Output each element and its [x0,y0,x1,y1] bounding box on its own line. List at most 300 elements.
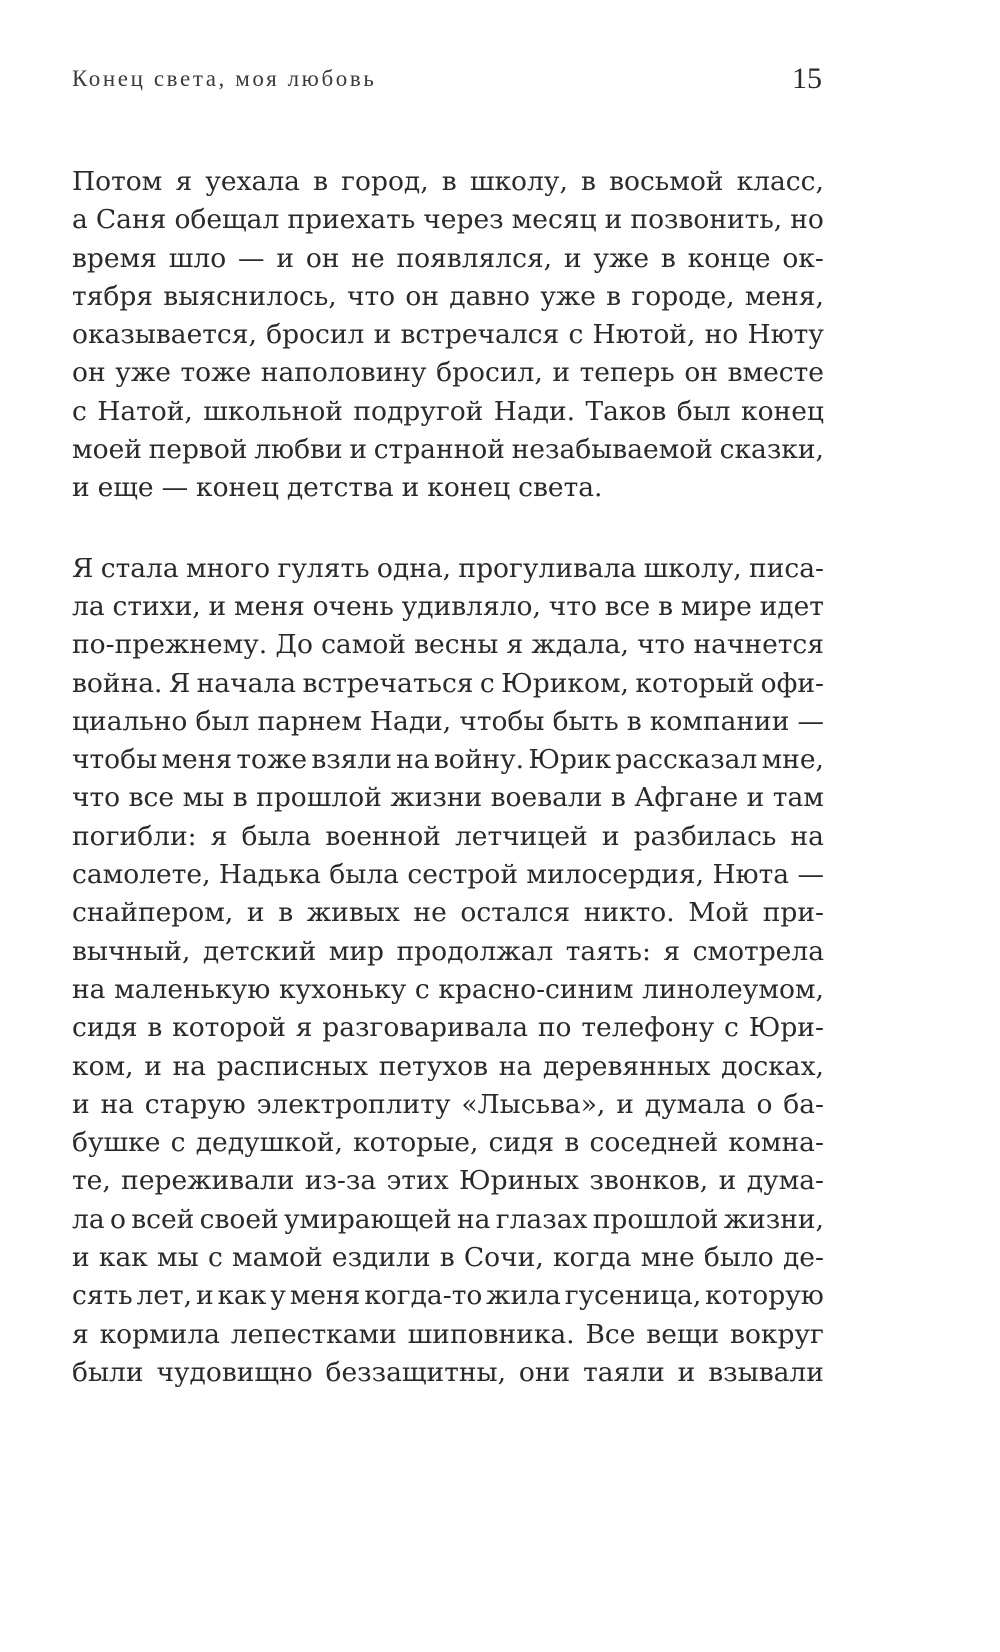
word: умирающей [283,1203,452,1235]
text-line [72,933,824,971]
page-number: 15 [792,62,822,95]
word: в [439,1242,455,1274]
word: Нади, [369,705,452,737]
word: я [506,629,524,661]
word: бушке [72,1127,161,1159]
word: что [346,280,396,312]
word: прогуливала [458,552,637,584]
text-line [72,588,824,626]
word: в [658,590,673,622]
word: и [195,1280,214,1312]
word: были [72,1356,144,1388]
word: я [72,1318,89,1350]
word: Я [168,667,191,699]
word: не [351,242,385,274]
word: о [109,1203,126,1235]
word: летчицей [454,820,588,852]
word: уже [115,357,171,389]
word: своей [199,1203,279,1235]
word: был [676,395,731,427]
word: циально [72,705,188,737]
word: переживали [121,1165,295,1197]
word: я [663,935,681,967]
text-line [72,741,824,779]
word: гулять [277,552,370,584]
word: милосердия, [526,859,705,891]
text-line [72,1086,824,1124]
word: в [581,166,596,197]
text-line [72,1201,824,1239]
text-line [72,163,824,201]
word: меня [161,744,233,776]
word: меня [234,590,305,622]
word: детский [202,935,317,967]
word: сидя [72,1012,138,1044]
word: кухоньку [278,973,407,1005]
word: таять: [565,935,651,967]
word: те, [72,1165,111,1197]
word: Нюта [712,859,790,891]
text-line [72,894,824,932]
word: всей [131,1203,195,1235]
word: я [210,820,228,852]
word: городе, [631,280,735,312]
word: ба- [783,1088,824,1120]
word: меня [289,1280,361,1312]
word: расписных [216,1050,369,1082]
text-line [72,1048,824,1086]
word: разбилась [633,820,777,852]
word: — [797,705,824,737]
word: и [746,782,765,814]
word: город, [341,166,429,197]
word: о [756,1088,773,1120]
text-line [72,1354,824,1392]
word: Потом [72,166,163,197]
word: этих [386,1165,449,1197]
paragraph-gap [72,508,824,550]
word: Афгане [634,782,739,814]
word: снайпером, [72,897,234,929]
word: давно [449,280,530,312]
text-line [72,354,824,392]
text-line [72,201,824,239]
word: с [414,973,430,1005]
word: но [704,319,739,351]
word: и [604,204,623,236]
text-line [72,1239,824,1277]
word: была [329,859,399,891]
word: приехать [287,204,416,236]
word: школу, [643,552,742,584]
word: Саня [95,204,167,236]
text-line [72,703,824,741]
text-line [72,1277,824,1315]
word: на [72,973,106,1005]
word: мир [328,935,385,967]
text-line [72,665,824,703]
word: у [270,1280,286,1312]
word: и [208,590,227,622]
text-line [72,1162,824,1200]
word: Надька [218,859,321,891]
word: позвонить, [630,204,783,236]
text-line [72,626,824,664]
text-line [72,856,824,894]
word: парнем [257,705,362,737]
word: сидя [488,1127,555,1159]
text-line [72,278,824,316]
word: через [423,204,504,236]
word: с [568,319,584,351]
body-text [72,163,824,1392]
word: обещал [174,204,280,236]
word: и [601,820,620,852]
word: выяснилось, [163,280,337,312]
word: Таков [585,395,667,427]
word: с [479,667,495,699]
word: Я [72,552,94,584]
word: и [349,434,368,466]
word: ла [72,590,105,622]
word: встречаться [302,667,474,699]
word: разговаривала [322,1012,529,1044]
word: прошлой [256,782,382,814]
word: война. [72,667,163,699]
word: дума- [746,1165,824,1197]
word: с [207,1242,223,1274]
word: с [170,1127,186,1159]
word: которую [705,1280,824,1312]
word: но [790,204,824,236]
word: теперь [579,357,675,389]
word: когда [552,1242,632,1274]
word: моей [72,434,142,466]
text-line [72,431,824,469]
word: с [724,1012,739,1044]
word: стихи, [112,590,201,622]
word: я [295,1012,313,1044]
word: из-за [304,1165,377,1197]
word: была [241,820,312,852]
word: и [276,242,294,274]
word: самой [321,629,406,661]
word: в [441,166,457,197]
word: странной [373,434,505,466]
word: соседней [589,1127,719,1159]
word: на [790,820,824,852]
word: в [313,166,329,197]
word: они [518,1356,571,1388]
running-header [72,62,822,102]
word: и [563,242,582,274]
word: мире [680,590,752,622]
word: любви [254,434,343,466]
word: восьмой [609,166,724,197]
word: ездили [331,1242,431,1274]
word: жизни, [723,1203,824,1235]
word: конец [427,472,511,504]
word: тября [72,280,154,312]
word: он [684,357,718,389]
word: прошлой [592,1203,719,1235]
text-line [72,316,824,354]
word: очень [312,590,394,622]
word: остался [460,897,571,929]
word: лепестками [230,1318,397,1350]
word: и [72,1242,90,1274]
word: чтобы [459,705,545,737]
word: наполовину [260,357,427,389]
word: сестрой [407,859,518,891]
paragraph [72,550,824,1393]
word: де- [782,1242,824,1274]
word: на [498,1050,533,1082]
word: шиповника. [407,1318,575,1350]
word: бросил, [436,357,543,389]
word: которые, [353,1127,479,1159]
paragraph [72,163,824,508]
word: Сочи, [463,1242,544,1274]
word: тоже [236,744,308,776]
word: месяц [511,204,597,236]
word: и [144,1050,162,1082]
word: который [635,667,755,699]
text-line [72,1124,824,1162]
word: чудовищно [156,1356,313,1388]
word: старую [144,1088,246,1120]
word: самолете, [72,859,211,891]
word: и [72,1088,90,1120]
word: Все [585,1318,636,1350]
word: уже [593,242,650,274]
word: вокруг [730,1318,824,1350]
word: Юриных [459,1165,579,1197]
word: мы [182,782,225,814]
text-line [72,240,824,278]
word: быть [552,705,619,737]
word: Юри- [748,1012,824,1044]
text-line [72,393,824,431]
word: вычный, [72,935,191,967]
word: лет, [136,1280,193,1312]
word: шло [168,242,227,274]
word: там [772,782,824,814]
word: Юриком, [501,667,629,699]
word: ла [72,1203,105,1235]
word: мамой [232,1242,323,1274]
word: в [626,705,642,737]
word: в [232,782,248,814]
word: звонков, [589,1165,709,1197]
word: красно-синим [438,973,634,1005]
word: начала [196,667,297,699]
word: петухов [378,1050,489,1082]
word: маленькую [114,973,271,1005]
word: конец [741,395,824,427]
word: живых [306,897,400,929]
word: Юрик [528,744,612,776]
word: компании [649,705,790,737]
word: в [147,1012,163,1044]
word: таяли [583,1356,665,1388]
word: на [100,1088,134,1120]
word: а [72,204,88,236]
word: он [305,242,340,274]
word: и [552,357,571,389]
word: на [172,1050,206,1082]
text-line [72,1316,824,1354]
word: одна, [376,552,452,584]
word: на [396,744,430,776]
word: ком, [72,1050,134,1082]
text-line [72,818,824,856]
word: ждала, [531,629,629,661]
word: в [564,1127,580,1159]
word: и [246,897,265,929]
word: и [373,319,392,351]
word: школьной [203,395,343,427]
word: ок- [782,242,824,274]
word: вместе [727,357,824,389]
word: идет [759,590,824,622]
word: встречался [400,319,560,351]
word: «Лысьва», [461,1088,606,1120]
word: линолеумом, [642,973,824,1005]
word: и [718,1165,737,1197]
word: и [401,472,420,504]
word: подругой [353,395,484,427]
text-line [72,550,824,588]
word: что [548,590,597,622]
word: взяли [311,744,392,776]
word: писа- [749,552,824,584]
word: что [72,782,121,814]
word: Нюту [747,319,824,351]
word: электроплиту [256,1088,451,1120]
word: в [278,897,294,929]
word: сять [72,1280,133,1312]
word: До [275,629,313,661]
word: Натой, [97,395,193,427]
word: жизни [390,782,483,814]
word: Нади. [493,395,576,427]
word: с [72,395,87,427]
word: все [128,782,175,814]
word: было [703,1242,774,1274]
word: военной [325,820,441,852]
word: взывали [708,1356,824,1388]
word: по [537,1012,572,1044]
word: Мой [688,897,750,929]
word: оказывается, [72,319,257,351]
word: по-прежнему. [72,629,268,661]
word: продолжал [396,935,554,967]
word: смотрела [692,935,824,967]
word: был [195,705,250,737]
word: мне [640,1242,695,1274]
word: жила [486,1280,561,1312]
word: время [72,242,157,274]
word: мы [157,1242,199,1274]
word: когда-то [364,1280,483,1312]
word: гусеница, [564,1280,702,1312]
word: беззащитны, [325,1356,507,1388]
word: на [456,1203,491,1235]
text-line [72,1009,824,1047]
word: досках, [721,1050,824,1082]
word: чтобы [72,744,158,776]
word: не [413,897,447,929]
text-line [72,971,824,1009]
word: появлялся, [396,242,553,274]
text-line [72,469,824,507]
word: я [175,166,193,197]
word: офи- [760,667,824,699]
word: комна- [728,1127,824,1159]
word: что [637,629,686,661]
word: тоже [180,357,252,389]
word: телефону [581,1012,715,1044]
word: войну. [433,744,525,776]
word: много [186,552,271,584]
word: как [98,1242,148,1274]
word: и [72,472,90,504]
word: сказки, [719,434,824,466]
word: первой [148,434,248,466]
word: он [405,280,440,312]
word: конец [196,472,279,504]
word: и [616,1088,634,1120]
word: кормила [99,1318,220,1350]
word: весны [414,629,499,661]
word: класс, [736,166,824,197]
word: начнется [693,629,824,661]
word: света. [518,472,603,504]
word: школу, [469,166,568,197]
word: еще [97,472,154,504]
word: воевали [490,782,603,814]
word: в [606,280,622,312]
word: меня, [744,280,824,312]
word: уехала [205,166,300,197]
word: в [660,242,676,274]
word: все [604,590,651,622]
word: никто. [583,897,675,929]
word: конце [687,242,771,274]
word: и [677,1356,696,1388]
word: как [217,1280,267,1312]
word: — [797,859,824,891]
word: думала [644,1088,746,1120]
word: Нютой, [592,319,696,351]
running-title: Конец света, моя любовь [72,66,377,91]
word: стала [100,552,179,584]
word: он [72,357,106,389]
word: бросил [266,319,365,351]
text-line [72,779,824,817]
word: при- [762,897,824,929]
word: детства [286,472,394,504]
word: деревянных [542,1050,711,1082]
word: рассказал [615,744,758,776]
word: которой [172,1012,286,1044]
word: мне, [761,744,824,776]
word: погибли: [72,820,197,852]
word: дедушкой, [195,1127,343,1159]
word: уже [540,280,596,312]
word: незабываемой [511,434,713,466]
